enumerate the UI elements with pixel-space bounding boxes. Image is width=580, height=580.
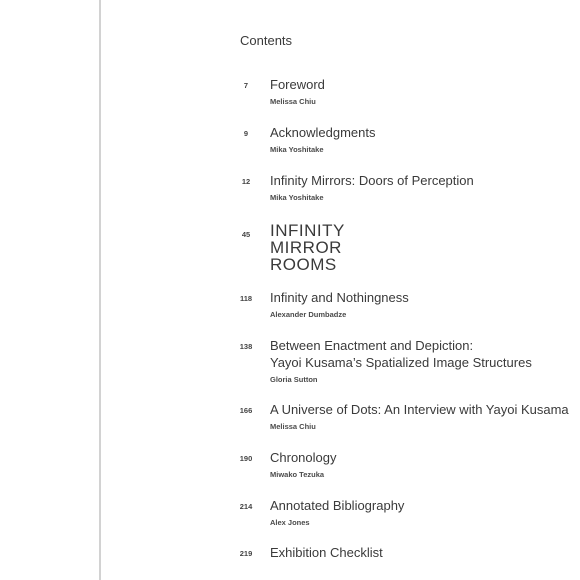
entry-title: Infinity and Nothingness bbox=[270, 290, 409, 305]
entry-title: Exhibition Checklist bbox=[270, 545, 383, 560]
entry-author: Mika Yoshitake bbox=[270, 145, 324, 154]
entry-title-line: Between Enactment and Depiction: bbox=[270, 338, 474, 353]
entry-title: Foreword bbox=[270, 77, 325, 92]
entry-author: Melissa Chiu bbox=[270, 97, 316, 106]
entry-author: Alexander Dumbadze bbox=[270, 310, 347, 319]
page-title: Contents bbox=[240, 33, 293, 48]
section-title bbox=[270, 222, 345, 273]
book-spine-line bbox=[99, 0, 101, 580]
entry-title: Annotated Bibliography bbox=[270, 498, 405, 513]
entry-author: Alex Jones bbox=[270, 518, 310, 527]
page-number: 7 bbox=[243, 81, 249, 90]
page-number: 214 bbox=[239, 502, 253, 511]
entry-title: Infinity Mirrors: Doors of Perception bbox=[270, 173, 474, 188]
section-title-line: MIRROR bbox=[270, 238, 342, 257]
page-number: 9 bbox=[243, 129, 249, 138]
section-title-line: INFINITY bbox=[270, 221, 345, 240]
page-number: 166 bbox=[239, 406, 253, 415]
entry-author: Gloria Sutton bbox=[270, 375, 318, 384]
entry-author: Mika Yoshitake bbox=[270, 193, 324, 202]
page-number: 12 bbox=[241, 177, 251, 186]
page-number: 138 bbox=[239, 342, 253, 351]
entry-author: Miwako Tezuka bbox=[270, 470, 325, 479]
entry-title: Acknowledgments bbox=[270, 125, 376, 140]
page-number: 45 bbox=[241, 230, 251, 239]
entry-title: Chronology bbox=[270, 450, 337, 465]
entry-author: Melissa Chiu bbox=[270, 422, 316, 431]
page-number: 219 bbox=[239, 549, 253, 558]
page-number: 118 bbox=[239, 294, 253, 303]
entry-title bbox=[270, 337, 532, 371]
section-title-line: ROOMS bbox=[270, 255, 337, 274]
entry-title: A Universe of Dots: An Interview with Yayoi Kusama bbox=[270, 402, 569, 417]
page-number: 190 bbox=[239, 454, 253, 463]
entry-title-line: Yayoi Kusama’s Spatialized Image Structures bbox=[270, 355, 532, 370]
